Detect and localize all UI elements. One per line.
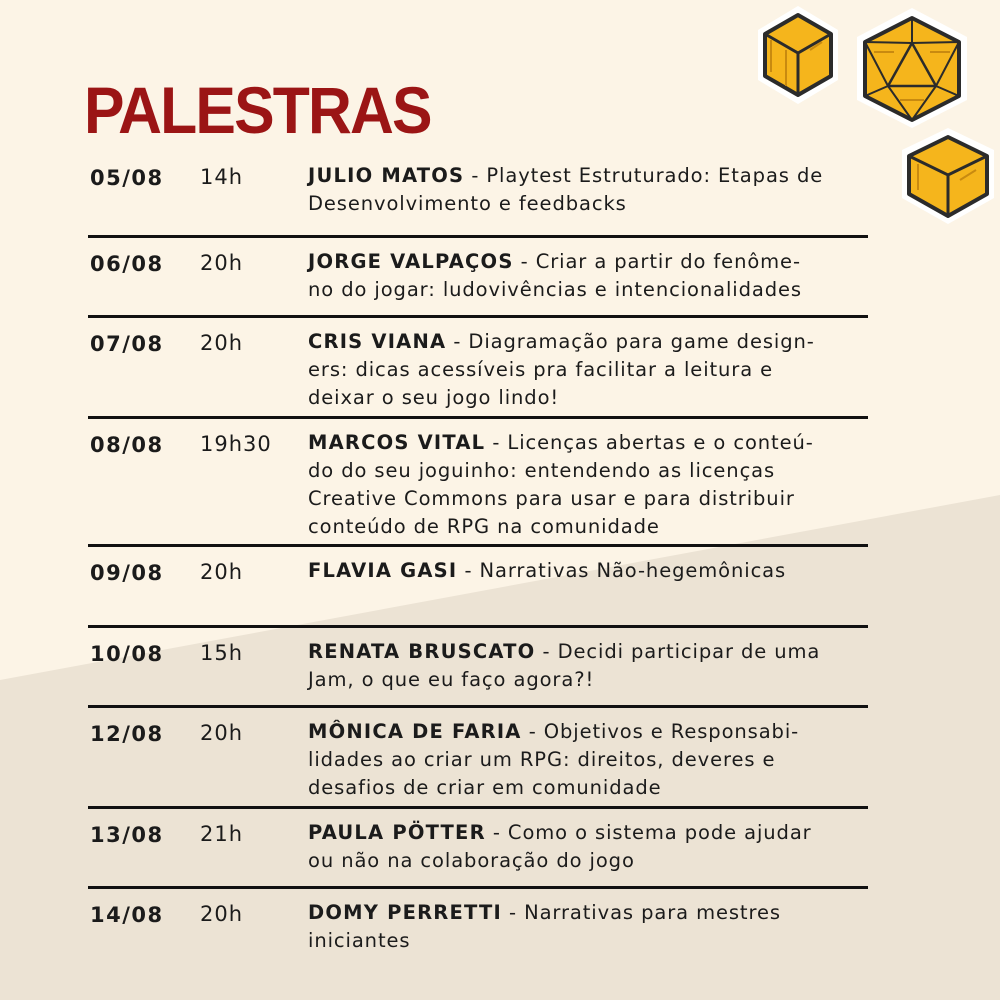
speaker-name: FLAVIA GASI	[308, 559, 458, 582]
d6-die-icon	[902, 128, 994, 224]
schedule-row	[88, 544, 868, 625]
event-time: 20h	[200, 560, 244, 584]
schedule-row	[88, 152, 868, 235]
event-description	[308, 162, 868, 218]
event-time: 20h	[200, 902, 244, 926]
talk-topic: - Diagramação para game design- ers: dicas acessíveis pra facilitar a leitura e deixar o seu jogo lindo!	[308, 330, 815, 409]
schedule-row	[88, 886, 868, 966]
event-description	[308, 248, 868, 304]
event-date: 06/08	[90, 252, 164, 276]
event-date: 09/08	[90, 561, 164, 585]
event-time: 21h	[200, 822, 244, 846]
talk-topic: - Criar a partir do fenôme- no do jogar: ludovivências e intencionalidades	[308, 250, 802, 301]
event-time: 20h	[200, 721, 244, 745]
d6-die-icon	[758, 6, 838, 104]
event-date: 10/08	[90, 642, 164, 666]
talk-topic: - Narrativas Não-hegemônicas	[457, 559, 787, 582]
event-description	[308, 899, 868, 955]
event-date: 08/08	[90, 433, 164, 457]
schedule-row	[88, 315, 868, 416]
talk-topic: - Playtest Estruturado: Etapas de Desenvolvimento e feedbacks	[308, 164, 824, 215]
talk-topic: - Narrativas para mestres iniciantes	[308, 901, 781, 952]
event-time: 14h	[200, 165, 244, 189]
speaker-name: JULIO MATOS	[308, 164, 465, 187]
speaker-name: RENATA BRUSCATO	[308, 640, 536, 663]
schedule-row	[88, 625, 868, 705]
schedule-list	[88, 152, 868, 966]
talk-topic: - Decidi participar de uma Jam, o que eu faço agora?!	[308, 640, 821, 691]
event-time: 20h	[200, 251, 244, 275]
schedule-row	[88, 235, 868, 315]
schedule-row	[88, 705, 868, 806]
speaker-name: JORGE VALPAÇOS	[308, 250, 514, 273]
event-description	[308, 328, 868, 412]
event-description	[308, 638, 868, 694]
event-date: 12/08	[90, 722, 164, 746]
event-date: 14/08	[90, 903, 164, 927]
event-description	[308, 718, 868, 802]
event-time: 15h	[200, 641, 244, 665]
talk-topic: - Objetivos e Responsabi- lidades ao criar um RPG: direitos, deveres e desafios de criar em comunidade	[308, 720, 800, 799]
talk-topic: - Como o sistema pode ajudar ou não na colaboração do jogo	[308, 821, 812, 872]
speaker-name: DOMY PERRETTI	[308, 901, 502, 924]
speaker-name: MARCOS VITAL	[308, 431, 486, 454]
event-description	[308, 429, 868, 541]
speaker-name: CRIS VIANA	[308, 330, 447, 353]
event-time: 19h30	[200, 432, 272, 456]
event-date: 05/08	[90, 166, 164, 190]
schedule-row	[88, 806, 868, 886]
schedule-row	[88, 416, 868, 544]
d20-die-icon	[857, 8, 967, 128]
event-description	[308, 557, 868, 585]
event-description	[308, 819, 868, 875]
speaker-name: PAULA PÖTTER	[308, 821, 486, 844]
page-title: PALESTRAS	[84, 73, 431, 147]
speaker-name: MÔNICA DE FARIA	[308, 720, 522, 743]
event-time: 20h	[200, 331, 244, 355]
event-date: 07/08	[90, 332, 164, 356]
event-date: 13/08	[90, 823, 164, 847]
talk-topic: - Licenças abertas e o conteú- do do seu joguinho: entendendo as licenças Creative Commons para usar e para distribuir conteúdo de RPG na comunidade	[308, 431, 814, 538]
